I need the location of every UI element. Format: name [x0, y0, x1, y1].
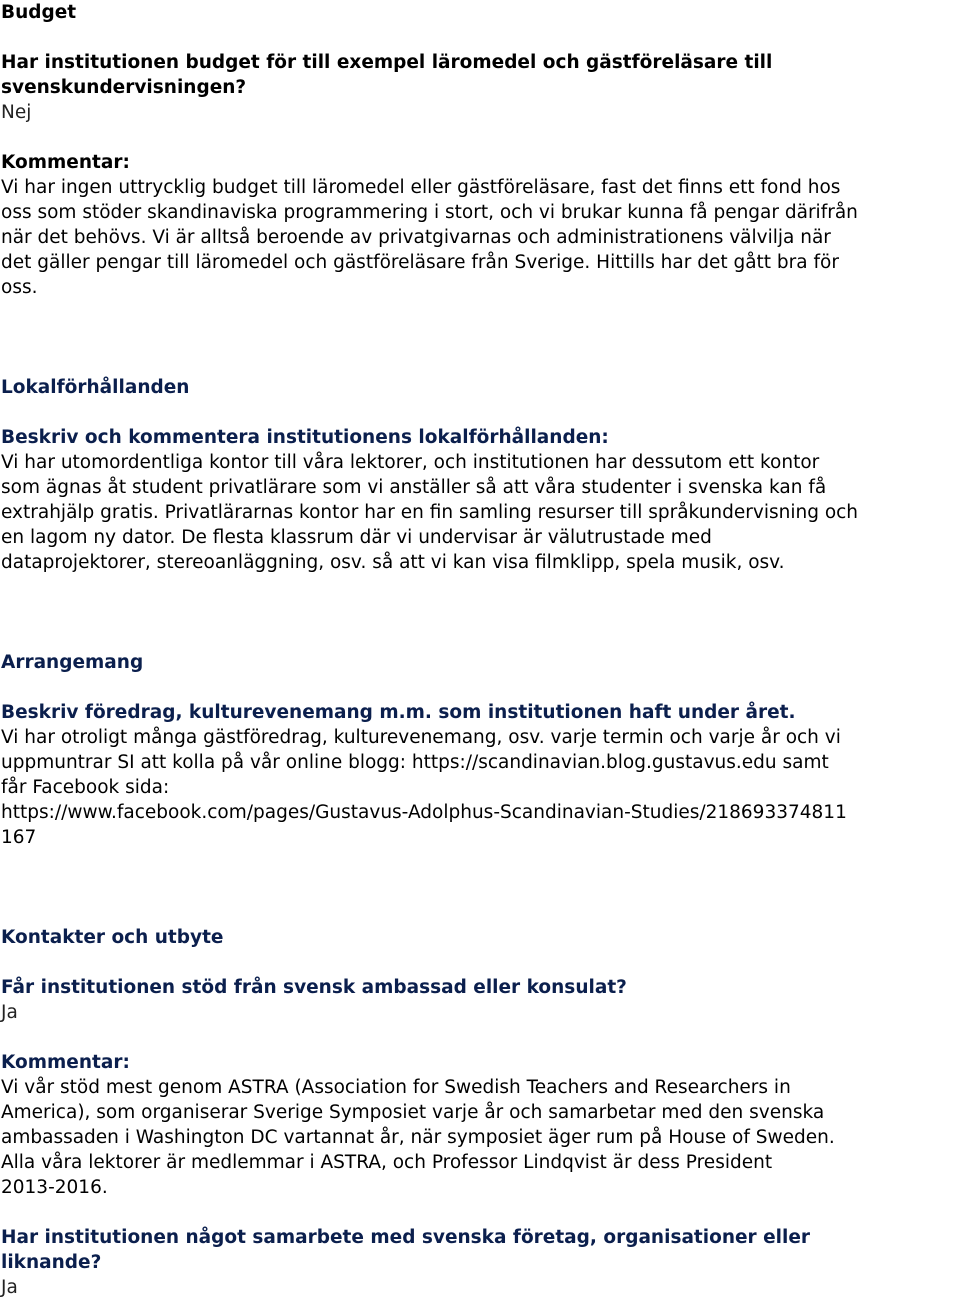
lokal-question: Beskriv och kommentera institutionens lokalförhållanden: — [1, 427, 609, 448]
arrangemang-heading: Arrangemang — [1, 652, 144, 673]
budget-comment-line-3: när det behövs. Vi är alltså beroende av privatgivarnas och administrationens välvilja när — [1, 227, 831, 248]
kontakter-question-1: Får institutionen stöd från svensk ambassad eller konsulat? — [1, 977, 627, 998]
kontakter-comment-line-3: ambassaden i Washington DC vartannat år, när symposiet äger rum på House of Sweden. — [1, 1127, 835, 1148]
arrangemang-answer-line-5: 167 — [1, 827, 37, 848]
lokal-answer-line-1: Vi har utomordentliga kontor till våra lektorer, och institutionen har dessutom ett kontor — [1, 452, 820, 473]
lokal-answer-line-4: en lagom ny dator. De flesta klassrum där vi undervisar är välutrustade med — [1, 527, 712, 548]
budget-comment-label: Kommentar: — [1, 152, 130, 173]
kontakter-answer-2: Ja — [1, 1277, 18, 1298]
budget-comment-line-1: Vi har ingen uttrycklig budget till läromedel eller gästföreläsare, fast det finns ett fond hos — [1, 177, 841, 198]
budget-question-line-2: svenskundervisningen? — [1, 77, 247, 98]
kontakter-comment-label: Kommentar: — [1, 1052, 130, 1073]
arrangemang-answer-line-2: uppmuntrar SI att kolla på vår online blogg: https://scandinavian.blog.gustavus.edu samt — [1, 752, 829, 773]
kontakter-answer-1: Ja — [1, 1002, 18, 1023]
budget-comment-line-2: oss som stöder skandinaviska programmering i stort, och vi brukar kunna få pengar därifrån — [1, 202, 858, 223]
arrangemang-answer-line-1: Vi har otroligt många gästföredrag, kulturevenemang, osv. varje termin och varje år och vi — [1, 727, 841, 748]
budget-comment-line-5: oss. — [1, 277, 38, 298]
kontakter-question-2-line-1: Har institutionen något samarbete med svenska företag, organisationer eller — [1, 1227, 811, 1248]
kontakter-comment-line-1: Vi vår stöd mest genom ASTRA (Association for Swedish Teachers and Researchers in — [1, 1077, 791, 1098]
lokal-answer-line-2: som ägnas åt student privatlärare som vi anställer så att våra studenter i svenska kan få — [1, 477, 827, 498]
lokal-answer-line-3: extrahjälp gratis. Privatlärarnas kontor har en fin samling resurser till språkundervisning och — [1, 502, 859, 523]
kontakter-comment-line-5: 2013-2016. — [1, 1177, 108, 1198]
budget-comment-line-4: det gäller pengar till läromedel och gästföreläsare från Sverige. Hittills har det gått bra för — [1, 252, 839, 273]
kontakter-comment-line-2: America), som organiserar Sverige Symposiet varje år och samarbetar med den svenska — [1, 1102, 825, 1123]
arrangemang-answer-line-4: https://www.facebook.com/pages/Gustavus-Adolphus-Scandinavian-Studies/218693374811 — [1, 802, 847, 823]
kontakter-question-2-line-2: liknande? — [1, 1252, 102, 1273]
arrangemang-answer-line-3: får Facebook sida: — [1, 777, 170, 798]
budget-question-line-1: Har institutionen budget för till exempel läromedel och gästföreläsare till — [1, 52, 773, 73]
arrangemang-question: Beskriv föredrag, kulturevenemang m.m. som institutionen haft under året. — [1, 702, 796, 723]
kontakter-comment-line-4: Alla våra lektorer är medlemmar i ASTRA, och Professor Lindqvist är dess President — [1, 1152, 773, 1173]
lokal-answer-line-5: dataprojektorer, stereoanläggning, osv. så att vi kan visa filmklipp, spela musik, osv. — [1, 552, 785, 573]
budget-heading: Budget — [1, 2, 77, 23]
lokal-heading: Lokalförhållanden — [1, 377, 190, 398]
kontakter-heading: Kontakter och utbyte — [1, 927, 224, 948]
budget-answer: Nej — [1, 102, 32, 123]
